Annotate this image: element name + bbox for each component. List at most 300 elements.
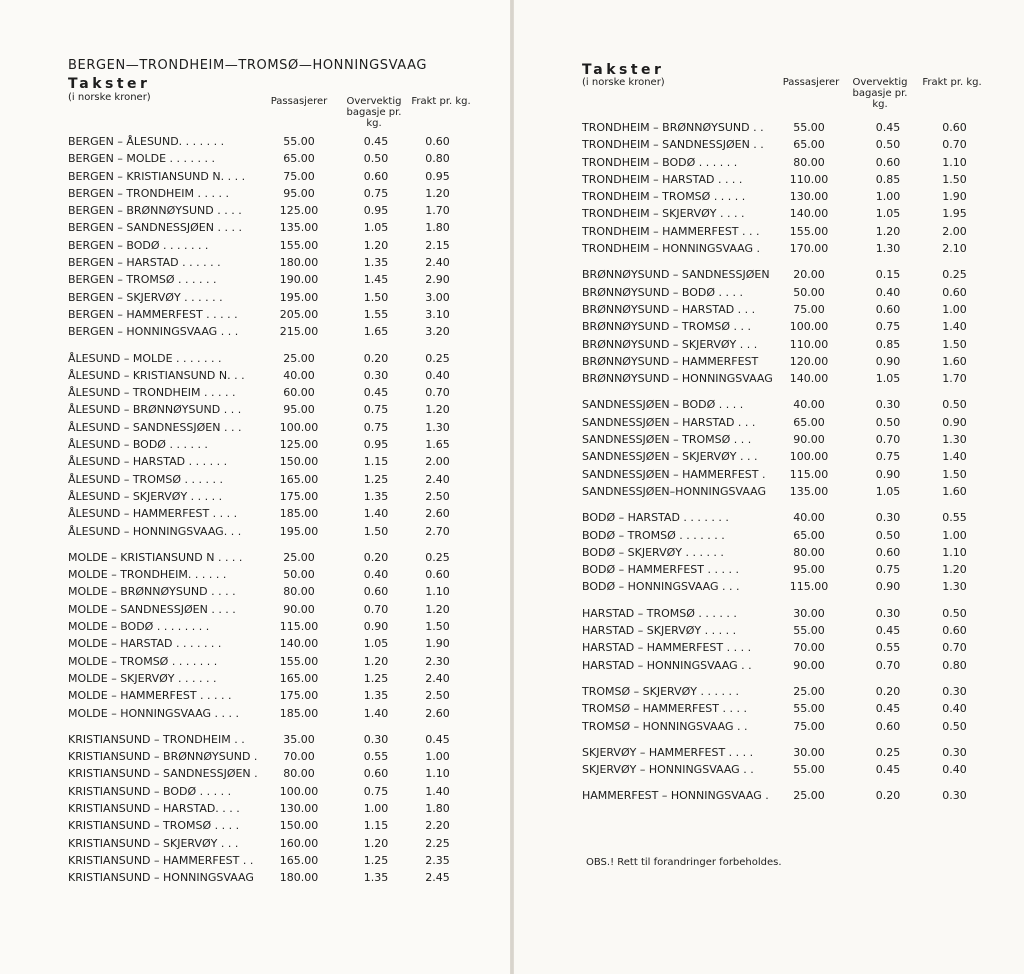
passenger-fare: 165.00: [279, 671, 319, 685]
table-row: [582, 370, 1002, 387]
table-row: [582, 336, 1002, 353]
table-row: [582, 578, 1002, 595]
baggage-fare: 0.30: [363, 732, 389, 746]
baggage-fare: 0.30: [875, 398, 901, 412]
passenger-fare: 40.00: [793, 398, 825, 412]
table-row: [582, 544, 1002, 561]
passenger-fare: 100.00: [279, 784, 319, 798]
table-row: [68, 705, 488, 722]
freight-fare: 0.90: [942, 415, 967, 429]
passenger-fare: 180.00: [279, 256, 319, 270]
baggage-fare: 1.25: [363, 472, 389, 486]
baggage-fare: 0.55: [363, 750, 389, 764]
freight-fare: 1.40: [942, 450, 967, 464]
passenger-fare: 115.00: [789, 580, 829, 594]
passenger-fare: 55.00: [793, 702, 825, 716]
freight-fare: 1.00: [425, 750, 450, 764]
passenger-fare: 100.00: [789, 450, 829, 464]
baggage-fare: 0.60: [875, 719, 901, 733]
baggage-fare: 1.20: [875, 224, 901, 238]
route-name: TRONDHEIM – HAMMERFEST . . .: [582, 224, 760, 238]
freight-fare: 2.10: [942, 242, 967, 256]
passenger-fare: 135.00: [789, 484, 829, 498]
freight-fare: 1.60: [942, 354, 967, 368]
table-row: [582, 154, 1002, 171]
baggage-fare: 1.40: [363, 507, 389, 521]
route-name: MOLDE – HONNINGSVAAG . . . .: [68, 706, 240, 720]
table-row: [582, 605, 1002, 622]
table-row: [582, 683, 1002, 700]
table-row: [582, 509, 1002, 526]
passenger-fare: 95.00: [793, 563, 825, 577]
table-row: [68, 835, 488, 852]
freight-fare: 2.25: [425, 836, 450, 850]
route-name: BRØNNØYSUND – SANDNESSJØEN: [582, 268, 770, 282]
passenger-fare: 190.00: [279, 273, 319, 287]
passenger-fare: 140.00: [789, 207, 829, 221]
freight-fare: 1.30: [425, 420, 450, 434]
route-name: KRISTIANSUND – TRONDHEIM . .: [68, 732, 245, 746]
passenger-fare: 55.00: [793, 763, 825, 777]
table-row: [68, 150, 488, 167]
passenger-fare: 25.00: [283, 351, 315, 365]
route-group: [582, 119, 1002, 257]
route-name: KRISTIANSUND – SKJERVØY . . .: [68, 836, 239, 850]
route-name: TRONDHEIM – HARSTAD . . . .: [582, 172, 743, 186]
table-row: [68, 618, 488, 635]
freight-fare: 0.40: [942, 763, 967, 777]
route-group: [68, 731, 488, 887]
passenger-fare: 50.00: [793, 285, 825, 299]
route-group: [582, 605, 1002, 674]
route-name: MOLDE – BRØNNØYSUND . . . .: [68, 585, 236, 599]
table-row: [68, 817, 488, 834]
left-page: [0, 0, 510, 974]
route-name: ÅLESUND – TROMSØ . . . . . .: [68, 472, 223, 486]
freight-fare: 1.20: [425, 602, 450, 616]
passenger-fare: 30.00: [793, 745, 825, 759]
passenger-fare: 90.00: [283, 602, 315, 616]
passenger-fare: 25.00: [283, 550, 315, 564]
freight-fare: 2.45: [425, 871, 450, 885]
table-row: [68, 185, 488, 202]
route-name: TRONDHEIM – SANDNESSJØEN . .: [582, 138, 764, 152]
table-row: [68, 549, 488, 566]
passenger-fare: 75.00: [793, 302, 825, 316]
freight-fare: 0.50: [942, 606, 967, 620]
freight-fare: 1.50: [942, 467, 967, 481]
passenger-fare: 65.00: [283, 152, 315, 166]
route-name: MOLDE – SKJERVØY . . . . . .: [68, 671, 217, 685]
table-row: [68, 523, 488, 540]
route-name: BODØ – SKJERVØY . . . . . .: [582, 545, 724, 559]
col-header-passengers: Passasjerer: [782, 77, 840, 88]
passenger-fare: 205.00: [279, 307, 319, 321]
table-row: [68, 168, 488, 185]
baggage-fare: 1.35: [363, 489, 389, 503]
passenger-fare: 50.00: [283, 568, 315, 582]
table-row: [68, 436, 488, 453]
baggage-fare: 1.00: [363, 801, 389, 815]
baggage-fare: 1.65: [363, 325, 389, 339]
passenger-fare: 140.00: [279, 637, 319, 651]
freight-fare: 2.20: [425, 819, 450, 833]
route-name: SANDNESSJØEN – HAMMERFEST .: [582, 467, 766, 481]
passenger-fare: 160.00: [279, 836, 319, 850]
passenger-fare: 150.00: [279, 819, 319, 833]
route-name: MOLDE – SANDNESSJØEN . . . .: [68, 602, 236, 616]
table-row: [68, 488, 488, 505]
baggage-fare: 0.40: [363, 568, 389, 582]
baggage-fare: 1.25: [363, 671, 389, 685]
passenger-fare: 180.00: [279, 871, 319, 885]
passenger-fare: 175.00: [279, 689, 319, 703]
passenger-fare: 95.00: [283, 186, 315, 200]
table-row: [68, 401, 488, 418]
freight-fare: 2.00: [942, 224, 967, 238]
table-row: [68, 471, 488, 488]
passenger-fare: 110.00: [789, 172, 829, 186]
route-name: BRØNNØYSUND – SKJERVØY . . .: [582, 337, 758, 351]
route-name: KRISTIANSUND – SANDNESSJØEN .: [68, 767, 258, 781]
table-row: [68, 419, 488, 436]
route-group: [582, 787, 1002, 804]
right-page: [514, 0, 1024, 974]
route-name: SANDNESSJØEN–HONNINGSVAAG: [582, 484, 767, 498]
table-row: [582, 136, 1002, 153]
freight-fare: 2.50: [425, 489, 450, 503]
passenger-fare: 80.00: [283, 767, 315, 781]
freight-fare: 1.20: [942, 563, 967, 577]
freight-fare: 1.00: [942, 528, 967, 542]
baggage-fare: 1.25: [363, 853, 389, 867]
baggage-fare: 0.45: [363, 386, 389, 400]
route-name: TRONDHEIM – TROMSØ . . . . .: [582, 190, 746, 204]
baggage-fare: 0.20: [875, 789, 901, 803]
passenger-fare: 130.00: [279, 801, 319, 815]
route-name: BERGEN – HONNINGSVAAG . . .: [68, 325, 239, 339]
route-group: [68, 549, 488, 722]
freight-fare: 1.50: [942, 337, 967, 351]
col-header-baggage: Overvektig bagasje pr. kg.: [346, 96, 402, 129]
table-row: [68, 202, 488, 219]
baggage-fare: 0.70: [875, 658, 901, 672]
route-name: MOLDE – TROMSØ . . . . . . .: [68, 654, 218, 668]
baggage-fare: 1.40: [363, 706, 389, 720]
passenger-fare: 55.00: [283, 135, 315, 148]
route-group: [68, 350, 488, 540]
passenger-fare: 195.00: [279, 290, 319, 304]
passenger-fare: 195.00: [279, 524, 319, 538]
route-name: BERGEN – HARSTAD . . . . . .: [68, 256, 221, 270]
freight-fare: 1.95: [942, 207, 967, 221]
freight-fare: 1.00: [942, 302, 967, 316]
route-group: [582, 683, 1002, 735]
table-row: [582, 266, 1002, 283]
baggage-fare: 0.45: [875, 702, 901, 716]
passenger-fare: 170.00: [789, 242, 829, 256]
baggage-fare: 0.30: [875, 606, 901, 620]
freight-fare: 0.25: [425, 351, 450, 365]
baggage-fare: 0.70: [363, 602, 389, 616]
freight-fare: 0.60: [425, 135, 450, 148]
table-row: [582, 119, 1002, 136]
passenger-fare: 25.00: [793, 684, 825, 698]
freight-fare: 2.50: [425, 689, 450, 703]
baggage-fare: 1.20: [363, 238, 389, 252]
route-name: BERGEN – TROMSØ . . . . . .: [68, 273, 217, 287]
freight-fare: 2.30: [425, 654, 450, 668]
route-name: KRISTIANSUND – BRØNNØYSUND .: [68, 750, 258, 764]
route-name: ÅLESUND – KRISTIANSUND N. . .: [68, 368, 245, 382]
freight-fare: 1.50: [425, 620, 450, 634]
baggage-fare: 0.30: [363, 368, 389, 382]
passenger-fare: 165.00: [279, 853, 319, 867]
freight-fare: 1.40: [942, 320, 967, 334]
baggage-fare: 0.75: [363, 784, 389, 798]
passenger-fare: 165.00: [279, 472, 319, 486]
passenger-fare: 135.00: [279, 221, 319, 235]
table-row: [582, 787, 1002, 804]
passenger-fare: 55.00: [793, 624, 825, 638]
freight-fare: 2.70: [425, 524, 450, 538]
table-row: [68, 765, 488, 782]
route-group: [68, 133, 488, 341]
baggage-fare: 1.05: [875, 484, 901, 498]
route-name: BERGEN – BODØ . . . . . . .: [68, 238, 209, 252]
freight-fare: 0.70: [942, 138, 967, 152]
baggage-fare: 0.75: [363, 403, 389, 417]
freight-fare: 0.40: [942, 702, 967, 716]
route-name: MOLDE – HARSTAD . . . . . . .: [68, 637, 222, 651]
freight-fare: 0.60: [942, 285, 967, 299]
table-row: [582, 561, 1002, 578]
table-row: [68, 687, 488, 704]
route-name: ÅLESUND – TRONDHEIM . . . . .: [68, 386, 236, 400]
freight-fare: 1.10: [942, 545, 967, 559]
passenger-fare: 115.00: [279, 620, 319, 634]
passenger-fare: 215.00: [279, 325, 319, 339]
passenger-fare: 40.00: [793, 511, 825, 525]
route-name: HARSTAD – HONNINGSVAAG . .: [582, 658, 752, 672]
passenger-fare: 20.00: [793, 268, 825, 282]
freight-fare: 1.70: [942, 372, 967, 386]
table-row: [582, 657, 1002, 674]
passenger-fare: 75.00: [283, 169, 315, 183]
freight-fare: 1.90: [942, 190, 967, 204]
baggage-fare: 0.75: [363, 186, 389, 200]
freight-fare: 3.00: [425, 290, 450, 304]
baggage-fare: 0.70: [875, 433, 901, 447]
passenger-fare: 30.00: [793, 606, 825, 620]
baggage-fare: 1.05: [363, 221, 389, 235]
baggage-fare: 0.45: [875, 121, 901, 134]
freight-fare: 2.60: [425, 507, 450, 521]
route-name: TROMSØ – HAMMERFEST . . . .: [582, 702, 747, 716]
freight-fare: 0.80: [425, 152, 450, 166]
currency-subtitle: (i norske kroner): [68, 92, 151, 103]
baggage-fare: 0.15: [875, 268, 901, 282]
table-row: [68, 289, 488, 306]
passenger-fare: 65.00: [793, 138, 825, 152]
freight-fare: 2.40: [425, 671, 450, 685]
freight-fare: 0.30: [942, 684, 967, 698]
table-row: [68, 783, 488, 800]
table-row: [68, 869, 488, 886]
baggage-fare: 0.60: [363, 767, 389, 781]
fare-table-right: [582, 119, 1002, 814]
table-row: [582, 240, 1002, 257]
passenger-fare: 65.00: [793, 415, 825, 429]
freight-fare: 2.40: [425, 472, 450, 486]
freight-fare: 0.50: [942, 719, 967, 733]
table-row: [68, 350, 488, 367]
route-name: BRØNNØYSUND – HONNINGSVAAG: [582, 372, 773, 386]
freight-fare: 1.60: [942, 484, 967, 498]
freight-fare: 0.25: [425, 550, 450, 564]
table-row: [582, 431, 1002, 448]
route-name: BODØ – TROMSØ . . . . . . .: [582, 528, 725, 542]
table-row: [582, 622, 1002, 639]
baggage-fare: 1.05: [363, 637, 389, 651]
route-name: MOLDE – KRISTIANSUND N . . . .: [68, 550, 243, 564]
passenger-fare: 110.00: [789, 337, 829, 351]
baggage-fare: 1.05: [875, 207, 901, 221]
route-name: BRØNNØYSUND – HARSTAD . . .: [582, 302, 756, 316]
takster-heading: Takster: [582, 62, 665, 78]
route-name: SANDNESSJØEN – BODØ . . . .: [582, 398, 744, 412]
route-name: TRONDHEIM – BRØNNØYSUND . .: [582, 121, 764, 134]
baggage-fare: 0.60: [363, 169, 389, 183]
route-name: BRØNNØYSUND – HAMMERFEST: [582, 354, 759, 368]
passenger-fare: 55.00: [793, 121, 825, 134]
route-name: BRØNNØYSUND – BODØ . . . .: [582, 285, 744, 299]
route-name: ÅLESUND – SANDNESSJØEN . . .: [68, 420, 242, 434]
freight-fare: 0.60: [942, 624, 967, 638]
col-header-passengers: Passasjerer: [270, 96, 328, 107]
route-name: BODØ – HARSTAD . . . . . . .: [582, 511, 729, 525]
route-name: SKJERVØY – HAMMERFEST . . . .: [582, 745, 754, 759]
passenger-fare: 100.00: [279, 420, 319, 434]
baggage-fare: 1.50: [363, 290, 389, 304]
passenger-fare: 140.00: [789, 372, 829, 386]
col-header-freight: Frakt pr. kg.: [922, 77, 982, 88]
table-row: [582, 639, 1002, 656]
table-row: [582, 700, 1002, 717]
route-name: HAMMERFEST – HONNINGSVAAG .: [582, 789, 769, 803]
route-name: SANDNESSJØEN – SKJERVØY . . .: [582, 450, 758, 464]
freight-fare: 3.10: [425, 307, 450, 321]
route-name: SKJERVØY – HONNINGSVAAG . .: [582, 763, 754, 777]
freight-fare: 1.80: [425, 221, 450, 235]
baggage-fare: 0.60: [875, 302, 901, 316]
table-row: [68, 271, 488, 288]
table-row: [68, 653, 488, 670]
table-row: [68, 306, 488, 323]
passenger-fare: 60.00: [283, 386, 315, 400]
baggage-fare: 1.30: [875, 242, 901, 256]
baggage-fare: 1.55: [363, 307, 389, 321]
route-name: BRØNNØYSUND – TROMSØ . . .: [582, 320, 752, 334]
table-row: [68, 635, 488, 652]
passenger-fare: 185.00: [279, 706, 319, 720]
baggage-fare: 0.20: [363, 351, 389, 365]
col-header-baggage: Overvektig bagasje pr. kg.: [852, 77, 908, 110]
passenger-fare: 65.00: [793, 528, 825, 542]
passenger-fare: 70.00: [793, 641, 825, 655]
freight-fare: 1.30: [942, 433, 967, 447]
route-name: ÅLESUND – SKJERVØY . . . . .: [68, 489, 223, 503]
table-row: [68, 748, 488, 765]
table-row: [68, 323, 488, 340]
baggage-fare: 0.25: [875, 745, 901, 759]
table-row: [582, 466, 1002, 483]
freight-fare: 1.20: [425, 403, 450, 417]
baggage-fare: 0.60: [875, 155, 901, 169]
route-name: HARSTAD – HAMMERFEST . . . .: [582, 641, 752, 655]
route-name: TRONDHEIM – HONNINGSVAAG .: [582, 242, 761, 256]
route-name: BERGEN – HAMMERFEST . . . . .: [68, 307, 238, 321]
baggage-fare: 0.95: [363, 204, 389, 218]
freight-fare: 0.40: [425, 368, 450, 382]
freight-fare: 1.20: [425, 186, 450, 200]
passenger-fare: 40.00: [283, 368, 315, 382]
freight-fare: 1.30: [942, 580, 967, 594]
table-row: [68, 800, 488, 817]
baggage-fare: 1.00: [875, 190, 901, 204]
table-row: [582, 301, 1002, 318]
baggage-fare: 0.85: [875, 172, 901, 186]
route-name: TRONDHEIM – SKJERVØY . . . .: [582, 207, 745, 221]
route-name: BERGEN – TRONDHEIM . . . . .: [68, 186, 229, 200]
currency-subtitle: (i norske kroner): [582, 77, 665, 88]
route-title: BERGEN—TRONDHEIM—TROMSØ—HONNINGSVAAG: [68, 58, 428, 73]
freight-fare: 0.30: [942, 745, 967, 759]
freight-fare: 0.80: [942, 658, 967, 672]
freight-fare: 0.55: [942, 511, 967, 525]
baggage-fare: 0.75: [875, 450, 901, 464]
passenger-fare: 155.00: [789, 224, 829, 238]
freight-fare: 2.00: [425, 455, 450, 469]
freight-fare: 2.40: [425, 256, 450, 270]
table-row: [68, 505, 488, 522]
table-row: [68, 367, 488, 384]
route-name: TRONDHEIM – BODØ . . . . . .: [582, 155, 738, 169]
baggage-fare: 0.20: [363, 550, 389, 564]
passenger-fare: 150.00: [279, 455, 319, 469]
route-group: [582, 509, 1002, 595]
route-name: ÅLESUND – BODØ . . . . . .: [68, 438, 208, 452]
baggage-fare: 0.50: [875, 138, 901, 152]
table-row: [582, 414, 1002, 431]
freight-fare: 2.60: [425, 706, 450, 720]
route-name: HARSTAD – SKJERVØY . . . . .: [582, 624, 737, 638]
takster-heading: Takster: [68, 76, 151, 92]
baggage-fare: 0.50: [875, 528, 901, 542]
route-name: KRISTIANSUND – BODØ . . . . .: [68, 784, 232, 798]
route-name: BERGEN – ÅLESUND. . . . . . .: [68, 135, 225, 148]
passenger-fare: 80.00: [793, 155, 825, 169]
table-row: [582, 718, 1002, 735]
baggage-fare: 1.45: [363, 273, 389, 287]
route-name: BODØ – HONNINGSVAAG . . .: [582, 580, 740, 594]
passenger-fare: 100.00: [789, 320, 829, 334]
baggage-fare: 0.75: [875, 320, 901, 334]
baggage-fare: 0.75: [363, 420, 389, 434]
baggage-fare: 0.40: [875, 285, 901, 299]
freight-fare: 1.10: [942, 155, 967, 169]
passenger-fare: 90.00: [793, 658, 825, 672]
